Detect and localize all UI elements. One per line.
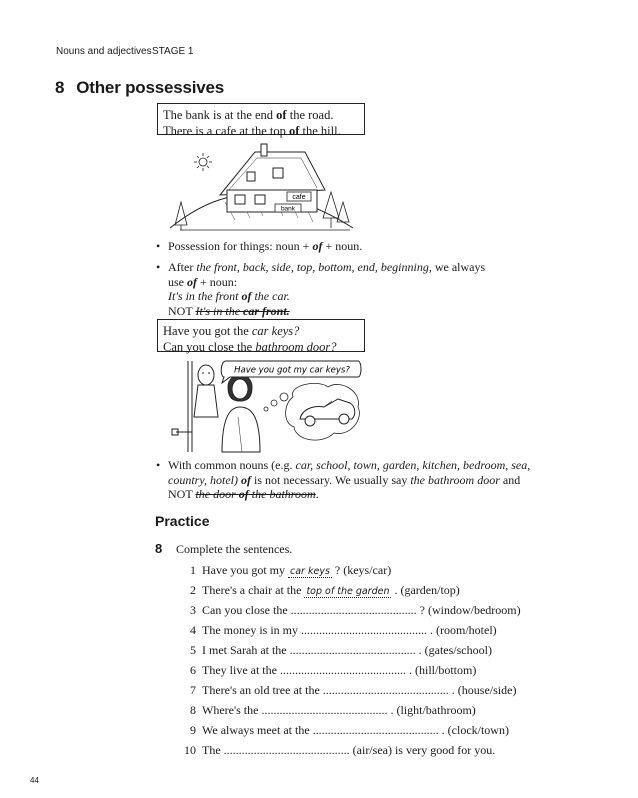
exercise-item (176, 722, 509, 738)
exercise-item (176, 642, 492, 658)
exercise-blank[interactable]: .......................................... (289, 643, 416, 657)
exercise-item-text: Have you got my (202, 563, 288, 577)
bullet-common-nouns: • With common nouns (e.g. car, school, town, garden, kitchen, bedroom, sea, country, hotel) of is not necessary. We usually say the bathroom door and NOT the door of the bathroom. (156, 458, 531, 501)
house-icon (220, 144, 325, 212)
exercise-blank[interactable]: .......................................... (290, 603, 417, 617)
exercise-item (176, 602, 521, 618)
exercise-item-hint: . (hill/bottom) (405, 663, 477, 677)
bullet-possession: • Possession for things: noun + of + noun. (156, 239, 363, 253)
exercise-item-number: 7 (190, 683, 196, 697)
exercise-item-hint: . (room/hotel) (427, 623, 497, 637)
exercise-item (176, 682, 516, 698)
exercise-item-number: 4 (190, 623, 196, 637)
exercise-item-hint: (air/sea) is very good for you. (349, 743, 496, 757)
exercise-item-number: 8 (190, 703, 196, 717)
exercise-item (176, 702, 476, 718)
car-keys-illustration (168, 357, 363, 455)
example-box-1 (157, 103, 365, 138)
exercise-blank[interactable]: .......................................... (223, 743, 350, 757)
exercise-item-text: There's an old tree at the (202, 683, 323, 697)
exercise-item-text: Where's the (202, 703, 262, 717)
example-line: Have you got the car keys? (163, 324, 300, 338)
exercise-item (176, 622, 497, 638)
practice-title: Practice (155, 513, 210, 529)
exercise-item-hint: ? (window/bedroom) (416, 603, 521, 617)
exercise-item (176, 582, 460, 598)
exercise-item-number: 1 (190, 563, 196, 577)
exercise-item-hint: . (gates/school) (415, 643, 492, 657)
bank-sign-label: bank (280, 205, 296, 213)
exercise-item-text: They live at the (202, 663, 280, 677)
exercise-blank[interactable]: .......................................... (279, 663, 406, 677)
exercise-item (176, 742, 495, 758)
exercise-instruction: Complete the sentences. (176, 542, 293, 556)
example-line: The bank is at the end of the road. (163, 108, 334, 122)
man-figure-icon (194, 365, 218, 417)
exercise-answer: car keys (290, 566, 330, 577)
hill-house-illustration (165, 140, 355, 235)
example-box-2 (157, 319, 365, 352)
sun-icon (194, 153, 212, 171)
header-stage: STAGE 1 (152, 46, 194, 57)
section-number: 8 (55, 78, 65, 97)
example-line: There is a cafe at the top of the hill. (163, 124, 341, 138)
exercise-item-text: I met Sarah at the (202, 643, 290, 657)
exercise-item-number: 5 (190, 643, 196, 657)
speech-bubble-text: Have you got my car keys? (234, 365, 350, 376)
exercise-item-text: We always meet at the (202, 723, 313, 737)
bullet-after-front: • After the front, back, side, top, bottom, end, beginning, we always use of + noun: It's in the front of the car. NOT It's in the car front. (156, 260, 486, 318)
exercise-item-text: There's a chair at the (202, 583, 305, 597)
exercise-item-text: Can you close the (202, 603, 291, 617)
page-number: 44 (30, 776, 39, 785)
exercise-item-number: 9 (190, 723, 196, 737)
exercise-item-number: 3 (190, 603, 196, 617)
exercise-item-hint: ? (keys/car) (331, 563, 392, 577)
exercise-blank[interactable]: .......................................... (261, 703, 388, 717)
exercise-item-text: The money is in my (202, 623, 301, 637)
bullet-dot-icon: • (156, 458, 161, 472)
exercise-number: 8 (155, 541, 163, 556)
header-section: Nouns and adjectives (56, 46, 152, 57)
exercise-item-number: 2 (190, 583, 196, 597)
section-title (55, 78, 224, 98)
exercise-item-number: 6 (190, 663, 196, 677)
exercise-blank[interactable]: .......................................... (312, 723, 439, 737)
exercise-item-text: The (202, 743, 224, 757)
exercise-item (176, 662, 476, 678)
bullet-dot-icon: • (156, 239, 161, 253)
bullet-dot-icon: • (156, 260, 161, 274)
exercise-item-hint: . (garden/top) (391, 583, 460, 597)
exercise-item (176, 562, 391, 578)
exercise-item-hint: . (house/side) (448, 683, 517, 697)
woman-figure-icon (222, 375, 260, 452)
example-line: Can you close the bathroom door? (163, 340, 337, 354)
exercise-item-hint: . (clock/town) (438, 723, 509, 737)
exercise-answer: top of the garden (306, 586, 390, 597)
exercise-blank[interactable]: .......................................... (322, 683, 449, 697)
cafe-sign-label: cafe (292, 194, 306, 201)
exercise-item-number: 10 (184, 743, 196, 757)
exercise-item-hint: . (light/bathroom) (387, 703, 476, 717)
section-title-text: Other possessives (76, 78, 225, 97)
exercise-blank[interactable]: .......................................... (301, 623, 427, 637)
